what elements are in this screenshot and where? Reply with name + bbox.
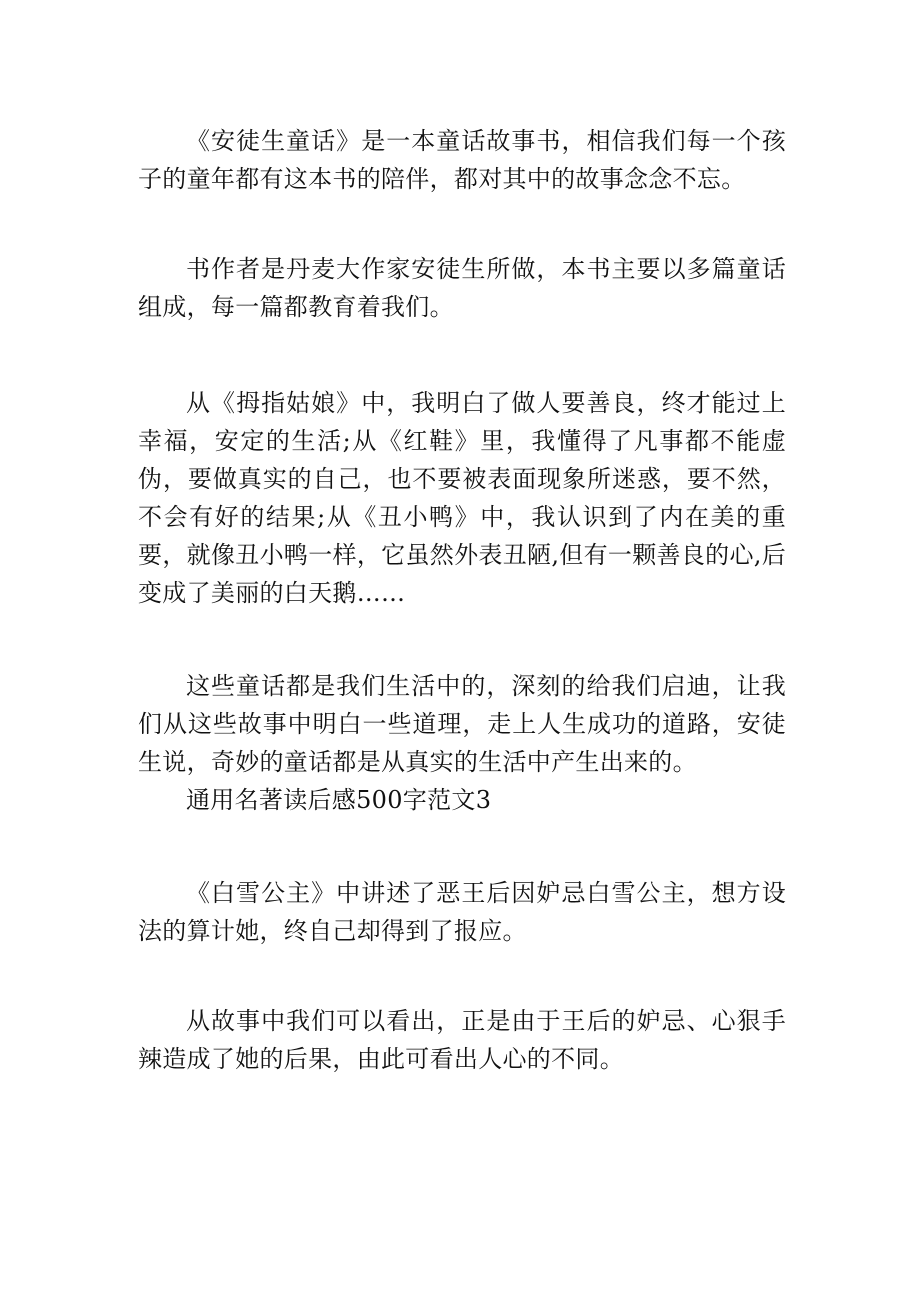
paragraph-snow-white: 《白雪公主》中讲述了恶王后因妒忌白雪公主，想方设法的算计她，终自己却得到了报应。 (138, 879, 786, 945)
paragraph-intro: 《安徒生童话》是一本童话故事书，相信我们每一个孩子的童年都有这本书的陪伴，都对其中的故事念念不忘。 (138, 127, 786, 193)
paragraph-conclusion: 从故事中我们可以看出，正是由于王后的妒忌、心狠手辣造成了她的后果，由此可看出人心的不同。 (138, 1007, 786, 1073)
paragraph-lessons: 这些童话都是我们生活中的，深刻的给我们启迪，让我们从这些故事中明白一些道理，走上人生成功的道路，安徒生说，奇妙的童话都是从真实的生活中产生出来的。 (138, 672, 786, 776)
document-page (138, 122, 786, 1078)
paragraph-stories: 从《拇指姑娘》中，我明白了做人要善良，终才能过上幸福，安定的生活;从《红鞋》里，我懂得了凡事都不能虚伪，要做真实的自己，也不要被表面现象所迷惑，要不然，不会有好的结果;从《丑小鸭》中，我认识到了内在美的重要，就像丑小鸭一样，它虽然外表丑陋,但有一颗善良的心,后变成了美丽的白天鹅…… (138, 389, 786, 607)
paragraph-author: 书作者是丹麦大作家安徒生所做，本书主要以多篇童话组成，每一篇都教育着我们。 (138, 255, 786, 321)
section-heading: 通用名著读后感500字范文3 (186, 786, 492, 814)
